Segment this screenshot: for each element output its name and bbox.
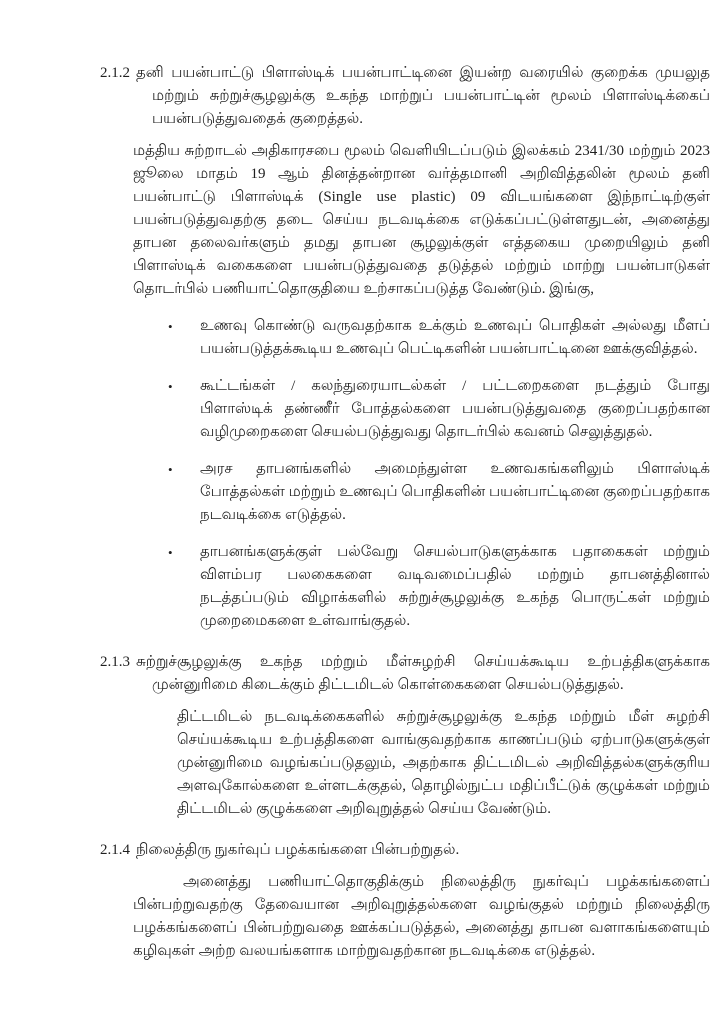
section-2-1-4	[100, 839, 710, 963]
body-paragraph: அனைத்து பணியாட்தொகுதிக்கும் நிலைத்திரு நுகர்வுப் பழக்கங்களைப் பின்பற்றுவதற்கு தேவையான அறிவுறுத்தல்களை வழங்குதல் மற்றும் நிலைத்திரு பழக்கங்களைப் பின்பற்றுவதை ஊக்கப்படுத்தல், அனைத்து தாபன வளாகங்களையும் கழிவுகள் அற்ற வலயங்களாக மாற்றுவதற்கான நடவடிக்கை எடுத்தல்.	[133, 874, 710, 959]
section-heading: தனி பயன்பாட்டு பிளாஸ்டிக் பயன்பாட்டினை இயன்ற வரையில் குறைக்க முயலுத மற்றும் சுற்றுச்சூழலுக்கு உகந்த மாற்றுப் பயன்பாட்டின் மூலம் பிளாஸ்டிக்கைப் பயன்படுத்துவதைக் குறைத்தல்.	[136, 65, 710, 127]
section-2-1-3	[100, 651, 710, 821]
bullet-list	[168, 315, 710, 633]
section-2-1-2	[100, 62, 710, 633]
bullet-icon: •	[168, 462, 173, 477]
bullet-text: உணவு கொண்டு வருவதற்காக உக்கும் உணவுப் பொதிகள் அல்லது மீளப் பயன்படுத்தக்கூடிய உணவுப் பெட்டிகளின் பயன்பாட்டினை ஊக்குவித்தல்.	[200, 318, 710, 357]
bullet-item	[168, 315, 710, 361]
bullet-text: தாபனங்களுக்குள் பல்வேறு செயல்பாடுகளுக்காக பதாகைகள் மற்றும் விளம்பர பலகைகளை வடிவமைப்பதில் மற்றும் தாபனத்தினால் நடத்தப்படும் விழாக்களில் சுற்றுச்சூழலுக்கு உகந்த பொருட்கள் மற்றும் முறைமைகளை உள்வாங்குதல்.	[200, 544, 710, 629]
section-heading-row	[100, 839, 710, 862]
bullet-item	[168, 541, 710, 633]
bullet-text: கூட்டங்கள் / கலந்துரையாடல்கள் / பட்டறைகளை நடத்தும் போது பிளாஸ்டிக் தண்ணீர் போத்தல்களை பயன்படுத்துவதை குறைப்பதற்கான வழிமுறைகளை செயல்படுத்துவது தொடர்பில் கவனம் செலுத்துதல்.	[200, 378, 710, 440]
section-heading-row	[100, 62, 710, 131]
section-heading-row	[100, 651, 710, 697]
bullet-icon: •	[168, 545, 173, 560]
bullet-text: அரச தாபனங்களில் அமைந்துள்ள உணவகங்களிலும் பிளாஸ்டிக் போத்தல்கள் மற்றும் உணவுப் பொதிகளின் பயன்பாட்டினை குறைப்பதற்காக நடவடிக்கை எடுத்தல்.	[200, 461, 710, 523]
body-paragraph: திட்டமிடல் நடவடிக்கைகளில் சுற்றுச்சூழலுக்கு உகந்த மற்றும் மீள் சுழற்சி செய்யக்கூடிய உற்பத்திகளை வாங்குவதற்காக காணப்படும் ஏற்பாடுகளுக்குள் முன்னுரிமை வழங்கப்படுதலும், அதற்காக திட்டமிடல் அறிவித்தல்களுக்குரிய அளவுகோல்களை உள்ளடக்குதல், தொழில்நுட்ப மதிப்பீட்டுக் குழுக்கள் மற்றும் திட்டமிடல் குழுக்களை அறிவுறுத்தல் செய்ய வேண்டும்.	[177, 709, 710, 817]
bullet-item	[168, 458, 710, 527]
section-heading: சுற்றுச்சூழலுக்கு உகந்த மற்றும் மீள்சுழற்சி செய்யக்கூடிய உற்பத்திகளுக்காக முன்னுரிமை கிடைக்கும் திட்டமிடல் கொள்கைகளை செயல்படுத்துதல்.	[136, 654, 710, 693]
section-heading: நிலைத்திரு நுகர்வுப் பழக்கங்களை பின்பற்றுதல்.	[136, 842, 460, 858]
body-paragraph: மத்திய சுற்றாடல் அதிகாரசபை மூலம் வெளியிடப்படும் இலக்கம் 2341/30 மற்றும் 2023 ஜூலை மாதம் 19 ஆம் தினத்தன்றான வர்த்தமானி அறிவித்தலின் மூலம் தனி பயன்பாட்டு பிளாஸ்டிக் (Single use plastic) 09 விடயங்களை இந்நாட்டிற்குள் பயன்படுத்துவதற்கு தடை செய்ய நடவடிக்கை எடுக்கப்பட்டுள்ளதுடன், அனைத்து தாபன தலைவர்களும் தமது தாபன சூழலுக்குள் எத்தகைய முறையிலும் தனி பிளாஸ்டிக் வகைகளை பயன்படுத்துவதை தடுத்தல் மற்றும் மாற்று பயன்பாடுகள் தொடர்பில் பணியாட்தொகுதியை உற்சாகப்படுத்த வேண்டும். இங்கு,	[133, 143, 710, 297]
section-number: 2.1.3	[100, 654, 130, 670]
bullet-icon: •	[168, 319, 173, 334]
bullet-icon: •	[168, 379, 173, 394]
bullet-item	[168, 375, 710, 444]
section-number: 2.1.2	[100, 65, 130, 81]
section-number: 2.1.4	[100, 842, 130, 858]
